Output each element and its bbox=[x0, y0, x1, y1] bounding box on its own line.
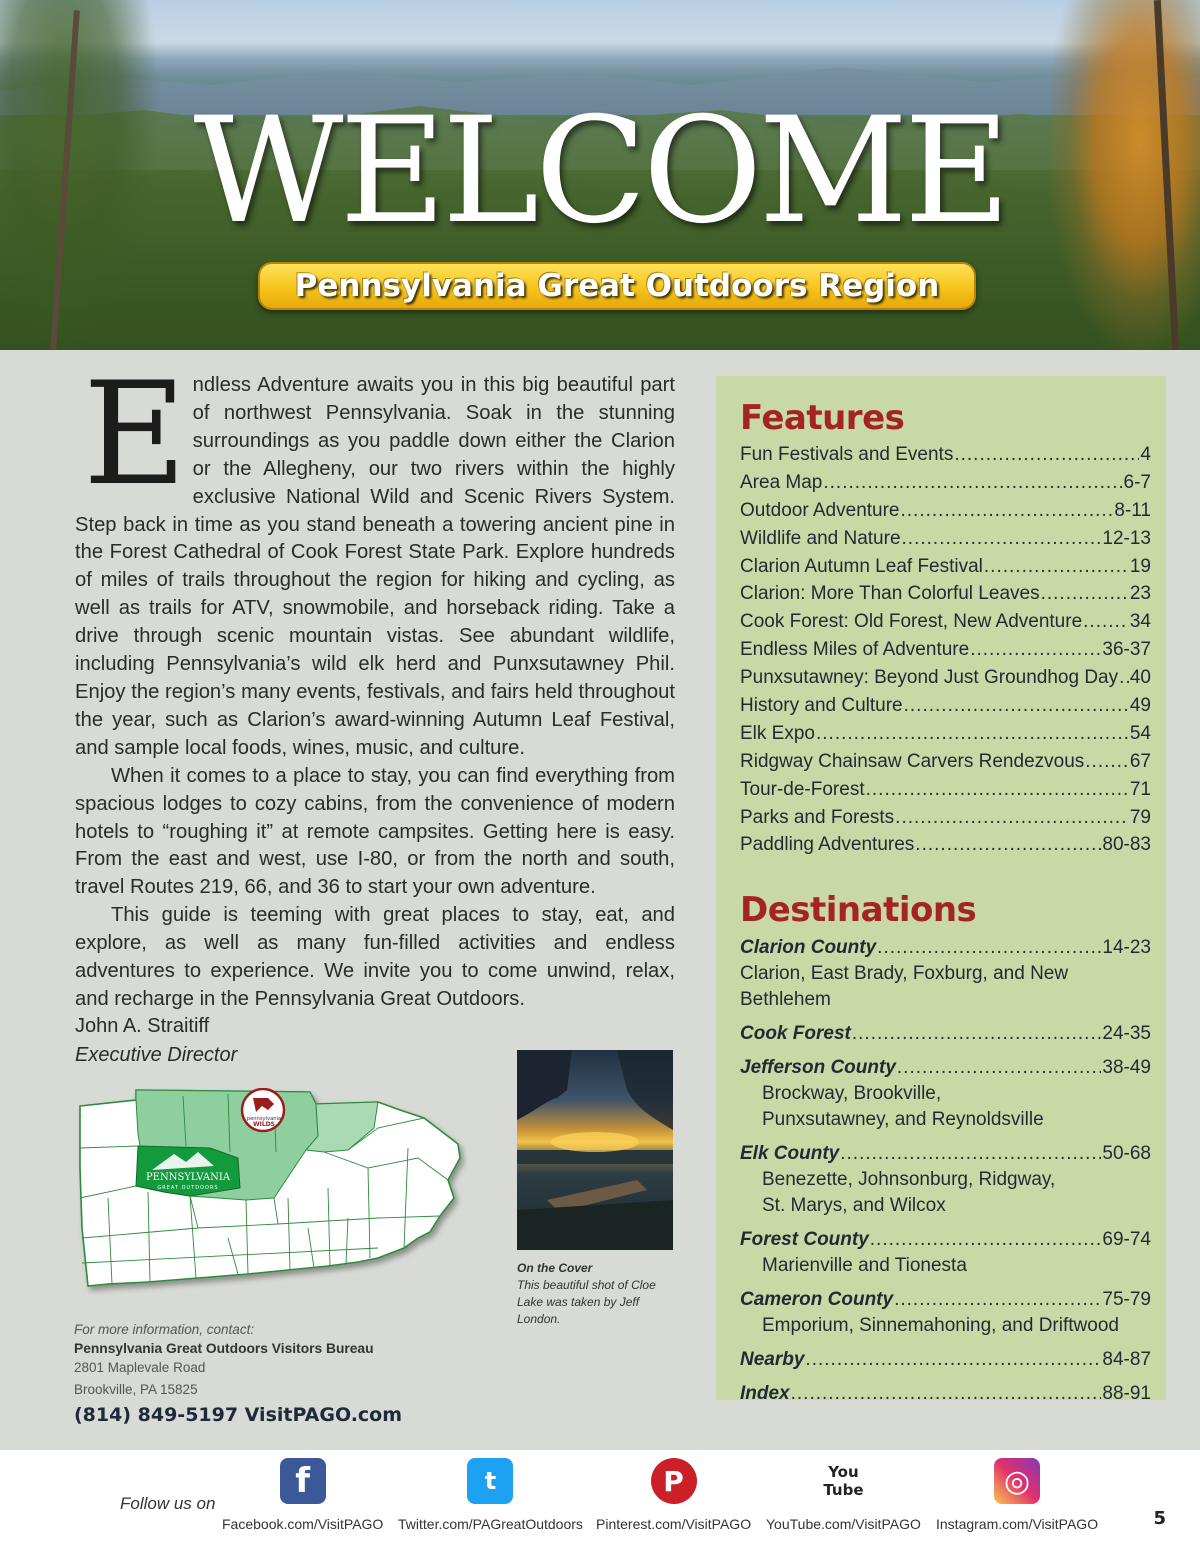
intro-paragraph-2: When it comes to a place to stay, you can find everything from spacious lodges to cozy cabins, from the convenience of modern hotels to “roughing it” at remote campsites. Getting here is easy. From the east and west, use I-80, or from the north and south, travel Routes 219, 66, and 36 to start your own adventure. bbox=[75, 764, 675, 899]
destination-pages: 88-91 bbox=[1102, 1383, 1151, 1404]
destinations-list bbox=[740, 935, 1151, 1415]
leader-dots bbox=[915, 831, 1101, 859]
destination-pages: 75-79 bbox=[1102, 1289, 1151, 1310]
toc-entry-title: Cook Forest: Old Forest, New Adventure bbox=[740, 611, 1083, 633]
social-url[interactable]: Pinterest.com/VisitPAGO bbox=[596, 1516, 752, 1532]
leader-dots bbox=[866, 776, 1129, 804]
destination-row bbox=[740, 1227, 1151, 1253]
main-content bbox=[0, 350, 1200, 1450]
leader-dots bbox=[904, 692, 1129, 720]
leader-dots bbox=[970, 636, 1101, 664]
destination-entry bbox=[740, 1381, 1151, 1407]
contact-address-line: 2801 Maplevale Road bbox=[74, 1360, 206, 1375]
toc-entry-title: Tour-de-Forest bbox=[740, 778, 865, 800]
destination-title: Cameron County bbox=[740, 1289, 894, 1310]
destination-towns: Brockway, Brookville, bbox=[762, 1083, 942, 1104]
toc-entry bbox=[740, 664, 1151, 692]
destination-entry bbox=[740, 1227, 1151, 1279]
signature-role: Executive Director bbox=[75, 1044, 238, 1066]
toc-entry-title: Endless Miles of Adventure bbox=[740, 639, 970, 661]
leader-dots bbox=[954, 441, 1139, 469]
toc-entry bbox=[740, 497, 1151, 525]
destination-row bbox=[740, 1141, 1151, 1167]
leader-dots bbox=[840, 1141, 1101, 1167]
destination-pages: 24-35 bbox=[1102, 1023, 1151, 1044]
toc-entry-pages: 36-37 bbox=[1102, 639, 1151, 661]
toc-entry bbox=[740, 636, 1151, 664]
toc-entry-pages: 4 bbox=[1140, 444, 1151, 465]
social-link-instagram[interactable] bbox=[936, 1458, 1098, 1532]
destination-entry bbox=[740, 1141, 1151, 1219]
social-url[interactable]: Twitter.com/PAGreatOutdoors bbox=[398, 1516, 583, 1532]
destination-entry bbox=[740, 1055, 1151, 1133]
page-number: 5 bbox=[1153, 1508, 1166, 1529]
region-banner-text: Pennsylvania Great Outdoors Region bbox=[294, 268, 940, 304]
destination-entry bbox=[740, 935, 1151, 1013]
intro-paragraph-3: This guide is teeming with great places to stay, eat, and explore, as well as many fun-filled activities and endless adventures to experience. We invite you to come unwind, relax, and recharge in the Pennsylvania Great Outdoors. bbox=[75, 904, 675, 1010]
toc-entry-title: Clarion: More Than Colorful Leaves bbox=[740, 583, 1040, 605]
leader-dots bbox=[901, 497, 1114, 525]
leader-dots bbox=[1083, 608, 1129, 636]
destination-towns: Benezette, Johnsonburg, Ridgway, bbox=[762, 1169, 1056, 1190]
hero-banner bbox=[0, 0, 1200, 350]
leader-dots bbox=[984, 553, 1129, 581]
pa-wilds-logo bbox=[242, 1089, 284, 1131]
cover-photo bbox=[517, 1050, 673, 1250]
cover-caption bbox=[517, 1260, 687, 1328]
pago-logo-text: PENNSYLVANIA bbox=[145, 1172, 231, 1183]
toc-entry bbox=[740, 776, 1151, 804]
toc-entry-pages: 80-83 bbox=[1102, 834, 1151, 856]
leader-dots bbox=[805, 1347, 1101, 1373]
toc-entry bbox=[740, 525, 1151, 553]
toc-entry-title: Paddling Adventures bbox=[740, 834, 915, 856]
contact-info bbox=[74, 1320, 402, 1428]
toc-entry bbox=[740, 553, 1151, 581]
destination-title: Elk County bbox=[740, 1143, 840, 1164]
contact-label: For more information, contact: bbox=[74, 1322, 255, 1337]
leader-dots bbox=[877, 935, 1101, 961]
toc-entry bbox=[740, 748, 1151, 776]
social-link-twitter[interactable] bbox=[398, 1458, 583, 1532]
destination-towns: Emporium, Sinnemahoning, and Driftwood bbox=[762, 1315, 1119, 1336]
contact-address-line: Brookville, PA 15825 bbox=[74, 1382, 198, 1397]
leader-dots bbox=[897, 1055, 1101, 1081]
toc-entry-title: Clarion Autumn Leaf Festival bbox=[740, 555, 983, 577]
destination-towns: Punxsutawney, and Reynoldsville bbox=[762, 1109, 1044, 1130]
footer bbox=[0, 1450, 1200, 1558]
features-list bbox=[740, 441, 1151, 859]
contact-organization: Pennsylvania Great Outdoors Visitors Bureau bbox=[74, 1341, 374, 1356]
destination-pages: 69-74 bbox=[1102, 1229, 1151, 1250]
drop-cap: E bbox=[83, 352, 187, 517]
toc-entry-title: Outdoor Adventure bbox=[740, 499, 900, 521]
toc-entry bbox=[740, 608, 1151, 636]
intro-paragraph-1: Endless Adventure awaits you in this big beautiful part of northwest Pennsylvania. Soak in the stunning surroundings as you paddle down either the Clarion or the Allegheny, our two rivers within the highly exclusive National Wild and Scenic Rivers System. Step back in time as you stand beneath a towering ancient pine in the Forest Cathedral of Cook Forest State Park. Explore hundreds of miles of trails throughout the region for hiking and cycling, as well as trails for ATV, snowmobile, and horseback riding. Take a drive through scenic mountain vistas. See abundant wildlife, including Pennsylvania’s wild elk herd and Punxsutawney Phil. Enjoy the region’s many events, festivals, and fairs held throughout the year, such as Clarion’s award-winning Autumn Leaf Festival, and sample local foods, wines, music, and culture. bbox=[75, 352, 675, 759]
instagram-icon[interactable]: ◎ bbox=[994, 1458, 1040, 1504]
cover-caption-description: This beautiful shot of Cloe Lake was taken by Jeff London. bbox=[517, 1278, 656, 1326]
twitter-icon[interactable]: t bbox=[467, 1458, 513, 1504]
signature bbox=[75, 1012, 237, 1070]
social-link-youtube[interactable] bbox=[766, 1458, 921, 1532]
toc-entry-pages: 34 bbox=[1129, 611, 1151, 633]
leader-dots bbox=[1041, 580, 1129, 608]
destination-entry bbox=[740, 1021, 1151, 1047]
page-title: WELCOME bbox=[193, 86, 1007, 256]
cover-caption-title: On the Cover bbox=[517, 1261, 593, 1275]
leader-dots bbox=[902, 525, 1102, 553]
destination-title: Clarion County bbox=[740, 937, 877, 958]
destination-title: Index bbox=[740, 1383, 790, 1404]
toc-entry bbox=[740, 580, 1151, 608]
toc-entry-pages: 23 bbox=[1129, 583, 1151, 605]
toc-entry-title: Elk Expo bbox=[740, 722, 815, 744]
pennsylvania-region-map bbox=[78, 1088, 468, 1296]
toc-entry bbox=[740, 720, 1151, 748]
social-link-pinterest[interactable] bbox=[596, 1458, 751, 1532]
wilds-logo-text: pennsylvania bbox=[246, 1116, 282, 1122]
leader-dots bbox=[895, 804, 1129, 832]
destination-entry bbox=[740, 1287, 1151, 1339]
table-of-contents bbox=[716, 376, 1166, 1404]
toc-entry-pages: 8-11 bbox=[1114, 499, 1151, 521]
region-banner bbox=[258, 262, 976, 310]
toc-entry-pages: 79 bbox=[1129, 806, 1151, 828]
destination-row bbox=[740, 1381, 1151, 1407]
follow-us-label: Follow us on bbox=[120, 1494, 216, 1513]
destination-title: Forest County bbox=[740, 1229, 869, 1250]
leader-dots bbox=[1119, 664, 1129, 692]
leader-dots bbox=[852, 1021, 1102, 1047]
destination-towns: Marienville and Tionesta bbox=[762, 1255, 967, 1276]
toc-entry bbox=[740, 692, 1151, 720]
leader-dots bbox=[816, 720, 1129, 748]
toc-entry-pages: 6-7 bbox=[1123, 471, 1151, 493]
toc-entry-pages: 49 bbox=[1129, 695, 1151, 717]
toc-entry-title: History and Culture bbox=[740, 695, 903, 717]
destination-row bbox=[740, 1347, 1151, 1373]
pago-logo-subtext: GREAT OUTDOORS bbox=[157, 1185, 219, 1191]
toc-entry-pages: 54 bbox=[1129, 722, 1151, 744]
destination-entry bbox=[740, 1347, 1151, 1373]
toc-entry-pages: 67 bbox=[1129, 750, 1151, 772]
destination-row bbox=[740, 1021, 1151, 1047]
toc-entry bbox=[740, 804, 1151, 832]
destinations-heading: Destinations bbox=[740, 890, 977, 930]
leader-dots bbox=[1085, 748, 1129, 776]
leader-dots bbox=[894, 1287, 1101, 1313]
toc-entry-title: Punxsutawney: Beyond Just Groundhog Day bbox=[740, 667, 1119, 689]
toc-entry bbox=[740, 831, 1151, 859]
destination-row bbox=[740, 935, 1151, 961]
wilds-logo-subtext: WILDS bbox=[253, 1121, 275, 1128]
destination-pages: 38-49 bbox=[1102, 1057, 1151, 1078]
toc-entry-title: Ridgway Chainsaw Carvers Rendezvous bbox=[740, 750, 1085, 772]
destination-row bbox=[740, 1287, 1151, 1313]
destination-title: Nearby bbox=[740, 1349, 805, 1370]
lake-sunset-image bbox=[517, 1050, 673, 1250]
toc-entry bbox=[740, 441, 1151, 469]
signature-name: John A. Straitiff bbox=[75, 1015, 210, 1037]
contact-phone-website: (814) 849-5197 VisitPAGO.com bbox=[74, 1404, 403, 1426]
pinterest-icon[interactable]: P bbox=[651, 1458, 697, 1504]
social-url[interactable]: Facebook.com/VisitPAGO bbox=[222, 1516, 384, 1532]
toc-entry-title: Wildlife and Nature bbox=[740, 527, 901, 549]
features-heading: Features bbox=[740, 398, 905, 438]
destination-title: Jefferson County bbox=[740, 1057, 896, 1078]
destination-title: Cook Forest bbox=[740, 1023, 851, 1044]
destination-pages: 84-87 bbox=[1102, 1349, 1151, 1370]
destination-pages: 50-68 bbox=[1102, 1143, 1151, 1164]
facebook-icon[interactable]: f bbox=[280, 1458, 326, 1504]
leader-dots bbox=[791, 1381, 1102, 1407]
toc-entry-title: Area Map bbox=[740, 471, 823, 493]
toc-entry-pages: 19 bbox=[1129, 555, 1151, 577]
youtube-icon[interactable]: You Tube bbox=[823, 1463, 864, 1499]
toc-entry-title: Parks and Forests bbox=[740, 806, 895, 828]
social-url[interactable]: YouTube.com/VisitPAGO bbox=[766, 1516, 921, 1532]
toc-entry-pages: 40 bbox=[1129, 667, 1151, 689]
toc-entry-pages: 71 bbox=[1129, 778, 1151, 800]
social-url[interactable]: Instagram.com/VisitPAGO bbox=[936, 1516, 1099, 1532]
leader-dots bbox=[823, 469, 1122, 497]
toc-entry-pages: 12-13 bbox=[1102, 527, 1151, 549]
destination-pages: 14-23 bbox=[1102, 937, 1151, 958]
intro-article bbox=[75, 352, 675, 1014]
toc-entry-title: Fun Festivals and Events bbox=[740, 444, 954, 465]
leader-dots bbox=[870, 1227, 1102, 1253]
destination-towns: St. Marys, and Wilcox bbox=[762, 1195, 946, 1216]
social-link-facebook[interactable] bbox=[222, 1458, 383, 1532]
destination-towns: Clarion, East Brady, Foxburg, and New Bethlehem bbox=[740, 963, 1069, 1010]
destination-row bbox=[740, 1055, 1151, 1081]
toc-entry bbox=[740, 469, 1151, 497]
